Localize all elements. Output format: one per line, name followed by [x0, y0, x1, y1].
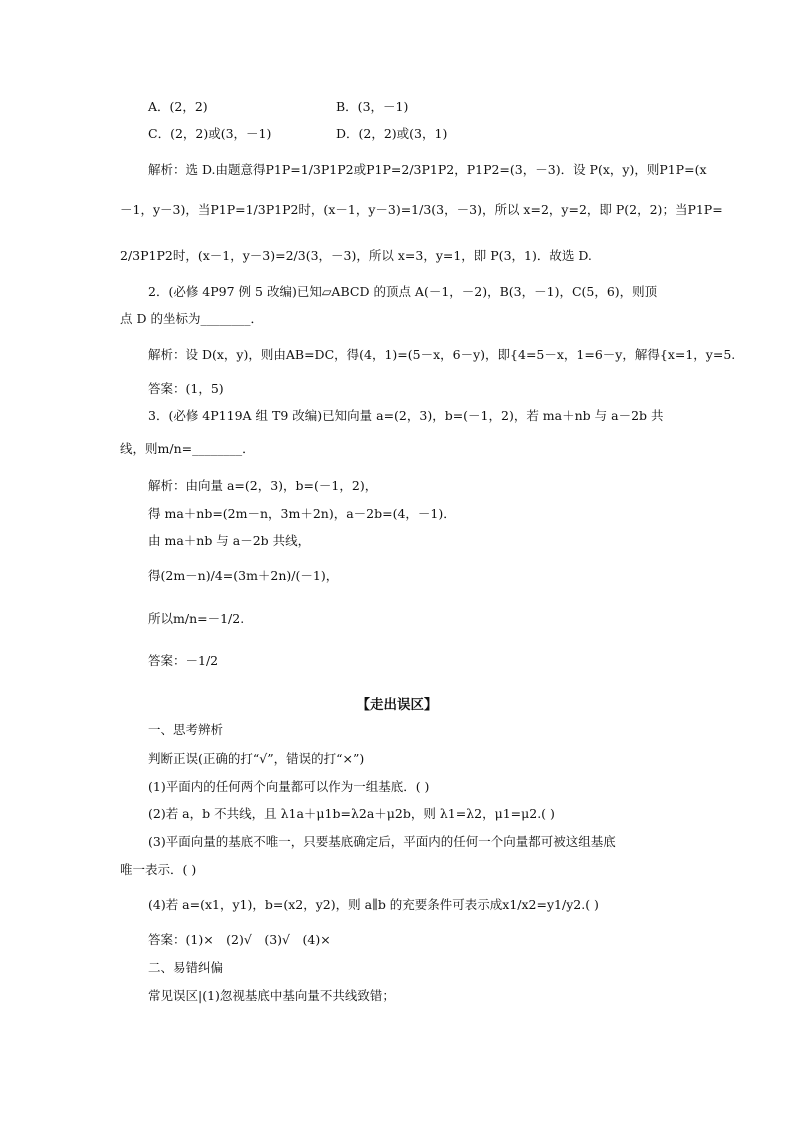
q3-solution-line1: 解析：由向量 a=(2，3)，b=(－1，2)，: [148, 478, 378, 493]
item-2: (2)若 a，b 不共线，且 λ1a＋μ1b=λ2a＋μ2b，则 λ1=λ2，μ1=μ2.( ): [148, 806, 555, 821]
q2-solution: 解析：设 D(x，y)，则由AB=DC，得(4，1)=(5－x，6－y)，即{4=5－x，1=6－y，解得{x=1，y=5.: [148, 347, 736, 362]
q1-solution-line3: 2/3P1P2时，(x－1，y－3)=2/3(3，－3)，所以 x=3，y=1，即 P(3，1)．故选 D.: [120, 248, 592, 263]
q3-answer: 答案：－1/2: [148, 653, 219, 668]
q2-stem-line2: 点 D 的坐标为________．: [120, 311, 263, 326]
q1-solution-line2: －1，y－3)，当P1P=1/3P1P2时，(x－1，y－3)=1/3(3，－3)，所以 x=2，y=2，即 P(2，2)；当P1P=: [120, 202, 723, 217]
option-b: B．(3，－1): [336, 99, 409, 114]
q2-answer: 答案：(1，5): [148, 381, 224, 396]
item-3-line1: (3)平面向量的基底不唯一，只要基底确定后，平面内的任何一个向量都可被这组基底: [148, 834, 616, 849]
item-1: (1)平面内的任何两个向量都可以作为一组基底．( ): [148, 779, 430, 794]
q3-stem-line1: 3．(必修 4P119A 组 T9 改编)已知向量 a=(2，3)，b=(－1，2)，若 ma＋nb 与 a－2b 共: [148, 408, 664, 423]
option-d: D．(2，2)或(3，1): [336, 126, 448, 141]
part1-heading: 一、思考辨析: [148, 722, 224, 737]
item-4: (4)若 a=(x1，y1)，b=(x2，y2)，则 a∥b 的充要条件可表示成x1/x2=y1/y2.( ): [148, 897, 599, 912]
q3-solution-line5: 所以m/n=－1/2.: [148, 611, 245, 626]
q3-solution-line2: 得 ma＋nb=(2m－n，3m＋2n)，a－2b=(4，－1)．: [148, 506, 456, 521]
common-errors: 常见误区|(1)忽视基底中基向量不共线致错；: [148, 988, 395, 1003]
option-a: A．(2，2): [148, 99, 208, 114]
q3-solution-line3: 由 ma＋nb 与 a－2b 共线，: [148, 533, 311, 548]
q3-stem-line2: 线，则m/n=________．: [120, 441, 255, 456]
section-title: 【走出误区】: [356, 697, 438, 713]
q3-solution-line4: 得(2m－n)/4=(3m＋2n)/(－1)，: [148, 568, 339, 583]
option-c: C．(2，2)或(3，－1): [148, 126, 272, 141]
answers: 答案：(1)× (2)√ (3)√ (4)×: [148, 932, 331, 947]
part2-heading: 二、易错纠偏: [148, 960, 224, 975]
instruction: 判断正误(正确的打“√”，错误的打“×”): [148, 751, 365, 766]
item-3-line2: 唯一表示．( ): [120, 862, 197, 877]
q1-solution-line1: 解析：选 D.由题意得P1P=1/3P1P2或P1P=2/3P1P2，P1P2=(3，－3)．设 P(x，y)，则P1P=(x: [148, 162, 707, 177]
q2-stem-line1: 2．(必修 4P97 例 5 改编)已知▱ABCD 的顶点 A(－1，－2)，B(3，－1)，C(5，6)，则顶: [148, 284, 658, 299]
